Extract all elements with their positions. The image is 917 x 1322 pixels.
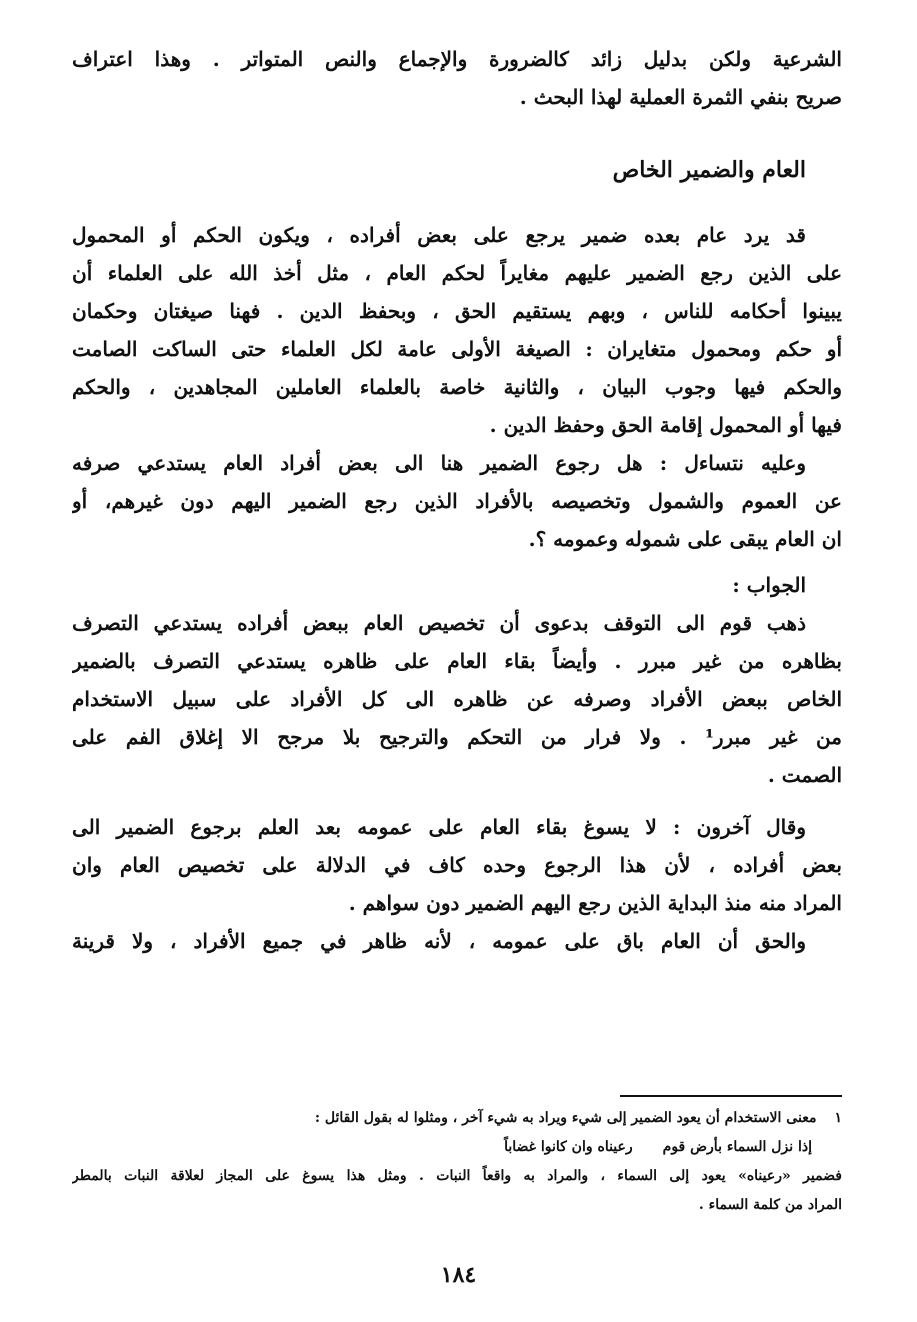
paragraph-3	[72, 604, 842, 794]
page-number: ١٨٤	[440, 1262, 477, 1288]
page-body	[72, 40, 842, 960]
footnote-number: ١	[834, 1110, 842, 1126]
text-line: بعض أفراده ، لأن هذا الرجوع وحده كاف في الدلالة على تخصيص العام وان	[72, 853, 842, 877]
text-line: عن العموم والشمول وتخصيصه بالأفراد الذين رجع الضمير اليهم دون غيرهم، أو	[72, 489, 842, 513]
paragraph-4	[72, 808, 842, 922]
text-line: المراد منه منذ البداية الذين رجع اليهم الضمير دون سواهم .	[348, 891, 842, 915]
text-line: الخاص ببعض الأفراد وصرفه عن ظاهره الى كل الأفراد على سبيل الاستخدام	[72, 687, 842, 711]
footnote-line: فضمير «رعيناه» يعود إلى السماء ، والمراد به واقعاً النبات . ومثل هذا يسوغ على المجاز لعلاقة النبات بالمطر	[72, 1168, 842, 1184]
text-line: الصمت .	[767, 763, 842, 787]
text-line: والحكم فيها وجوب البيان ، والثانية خاصة بالعلماء العاملين المجاهدين ، والحكم	[72, 375, 842, 399]
footnote-verse	[72, 1133, 842, 1162]
intro-paragraph	[72, 40, 842, 116]
paragraph-5	[72, 922, 842, 960]
text-line: صريح بنفي الثمرة العملية لهذا البحث .	[519, 85, 842, 109]
text-line: وقال آخرون : لا يسوغ بقاء العام على عمومه بعد العلم برجوع الضمير الى	[72, 815, 806, 839]
footnote-line: المراد من كلمة السماء .	[698, 1197, 842, 1213]
text-line: على الذين رجع الضمير عليهم مغايراً لحكم العام ، مثل أخذ الله على العلماء أن	[72, 261, 842, 285]
text-line: ذهب قوم الى التوقف بدعوى أن تخصيص العام ببعض أفراده يستدعي التصرف	[72, 611, 807, 635]
paragraph-2	[72, 444, 842, 558]
text-line: الشرعية ولكن بدليل زائد كالضرورة والإجماع والنص المتواتر . وهذا اعتراف	[72, 47, 842, 71]
text-line: من غير مبرر¹ . ولا فرار من التحكم والترجيح بلا مرجح الا إغلاق الفم على	[72, 725, 842, 749]
text-line: والحق أن العام باق على عمومه ، لأنه ظاهر في جميع الأفراد ، ولا قرينة	[72, 929, 806, 953]
footnotes	[72, 1104, 842, 1220]
text-line: ان العام يبقى على شموله وعمومه ؟.	[528, 527, 842, 551]
verse-hemistich-1: إذا نزل السماء بأرض قوم	[662, 1139, 812, 1155]
section-heading: العام والضمير الخاص	[612, 157, 806, 183]
text-line: يبينوا أحكامه للناس ، وبهم يستقيم الحق ، وبحفظ الدين . فهنا صيغتان وحكمان	[72, 299, 842, 323]
text-line: أو حكم ومحمول متغايران : الصيغة الأولى عامة لكل العلماء حتى الساكت الصامت	[72, 337, 842, 361]
text-line: فيها أو المحمول إقامة الحق وحفظ الدين .	[489, 413, 842, 437]
text-line: قد يرد عام بعده ضمير يرجع على بعض أفراده ، ويكون الحكم أو المحمول	[72, 223, 806, 247]
verse-hemistich-2: رعيناه وان كانوا غضاباً	[504, 1139, 633, 1155]
paragraph-1	[72, 216, 842, 444]
text-line: وعليه نتساءل : هل رجوع الضمير هنا الى بعض أفراد العام يستدعي صرفه	[72, 451, 806, 475]
footnote-text: معنى الاستخدام أن يعود الضمير إلى شيء ويراد به شيء آخر ، ومثلوا له بقول القائل :	[314, 1110, 817, 1126]
footnote-line	[72, 1104, 842, 1133]
footnote-divider	[620, 1095, 842, 1097]
answer-label: الجواب :	[732, 573, 806, 597]
text-line: بظاهره من غير مبرر . وأيضاً بقاء العام على ظاهره يستدعي التصرف بالضمير	[72, 649, 842, 673]
